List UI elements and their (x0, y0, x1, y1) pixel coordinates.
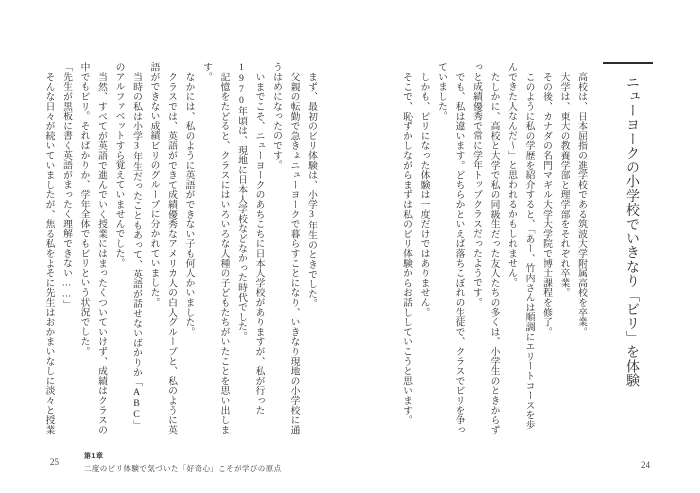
body-text-page-25 (20, 62, 320, 435)
body-paragraph: 当然、すべてが英語で進んでいく授業にはまったくついていけず、成績はクラスの中でもビリ。そればかりか、学年全体でもビリという状況でした。 (78, 62, 107, 435)
body-paragraph: 大学は、東大の教養学部と理学部をそれぞれ卒業。 (558, 71, 570, 298)
body-paragraph: その後、カナダの名門マギル大学大学院で博士課程を修了。 (541, 71, 552, 337)
body-paragraph: でも、私は違います。どちらかといえば落ちこぼれの生徒で、クラスでビリを争っていました。 (436, 62, 465, 435)
chapter-footer-label: 第1章 (84, 453, 104, 460)
body-paragraph: いまでこそ、ニューヨークのあちこちに日本人学校がありますが、私が行った1970年頃は、現地に日本人学校などなかった時代でした。 (236, 62, 265, 415)
section-title: ニューヨークの小学校でいきなり「ビリ」を体験 (624, 75, 639, 388)
body-paragraph: まず、最初のビリ体験は、小学3年生のときでした。 (306, 71, 317, 309)
chapter-footer (84, 451, 282, 474)
page-24 (350, 0, 700, 493)
body-paragraph: 記憶をたどると、クラスにはいろいろな人種の子どもたちがいたことを思い出します。 (201, 62, 230, 435)
body-paragraph: クラスでは、英語ができて成績優秀なアメリカ人の白人グループと、私のように英語ができない成績ビリのグループに分かれていました。 (148, 62, 177, 435)
section-title-rule (603, 62, 653, 64)
page-number-24: 24 (641, 460, 650, 470)
page-number-25: 25 (50, 457, 59, 467)
body-paragraph: 当時の私は小学3年生だったこともあって、英語が話せないばかりか「ABC」のアルファベットすら覚えていませんでした。 (113, 62, 142, 430)
body-text-page-24 (360, 62, 590, 435)
body-paragraph: 高校は、日本屈指の進学校である筑波大学附属高校を卒業。 (576, 71, 587, 337)
body-paragraph: なかには、私のように英語ができない子も何人かいました。 (183, 71, 195, 337)
body-paragraph: 父親の転勤で急きょニューヨークで暮らすことになり、いきなり現地の小学校に通うはめになったのです。 (271, 62, 300, 435)
body-paragraph: たしかに、高校と大学で私の同級生だった友人たちの多くは、小学生のときからずっと成績優秀で常に学年トップクラスだったようです。 (471, 62, 500, 435)
body-paragraph: しかも、ビリになった体験は一度だけではありません。 (418, 71, 430, 317)
body-paragraph-quote: 「先生が黒板に書く英語がまったく理解できない……」 (61, 62, 72, 310)
body-paragraph: このように私の学歴を紹介すると、「あー、竹内さんは順調にエリートコースを歩んできた人なんだ〜」と思われるかもしれません。 (506, 62, 535, 430)
body-paragraph: そんな日々が続いていましたが、焦る私をよそに先生はおかまいなしに淡々と授業 (43, 71, 55, 435)
body-paragraph: そこで、恥ずかしながらまずは私のビリ体験からお話ししていこうと思います。 (401, 71, 412, 425)
chapter-footer-title: 二度のビリ体験で気づいた「好奇心」こそが学びの原点 (84, 464, 282, 473)
